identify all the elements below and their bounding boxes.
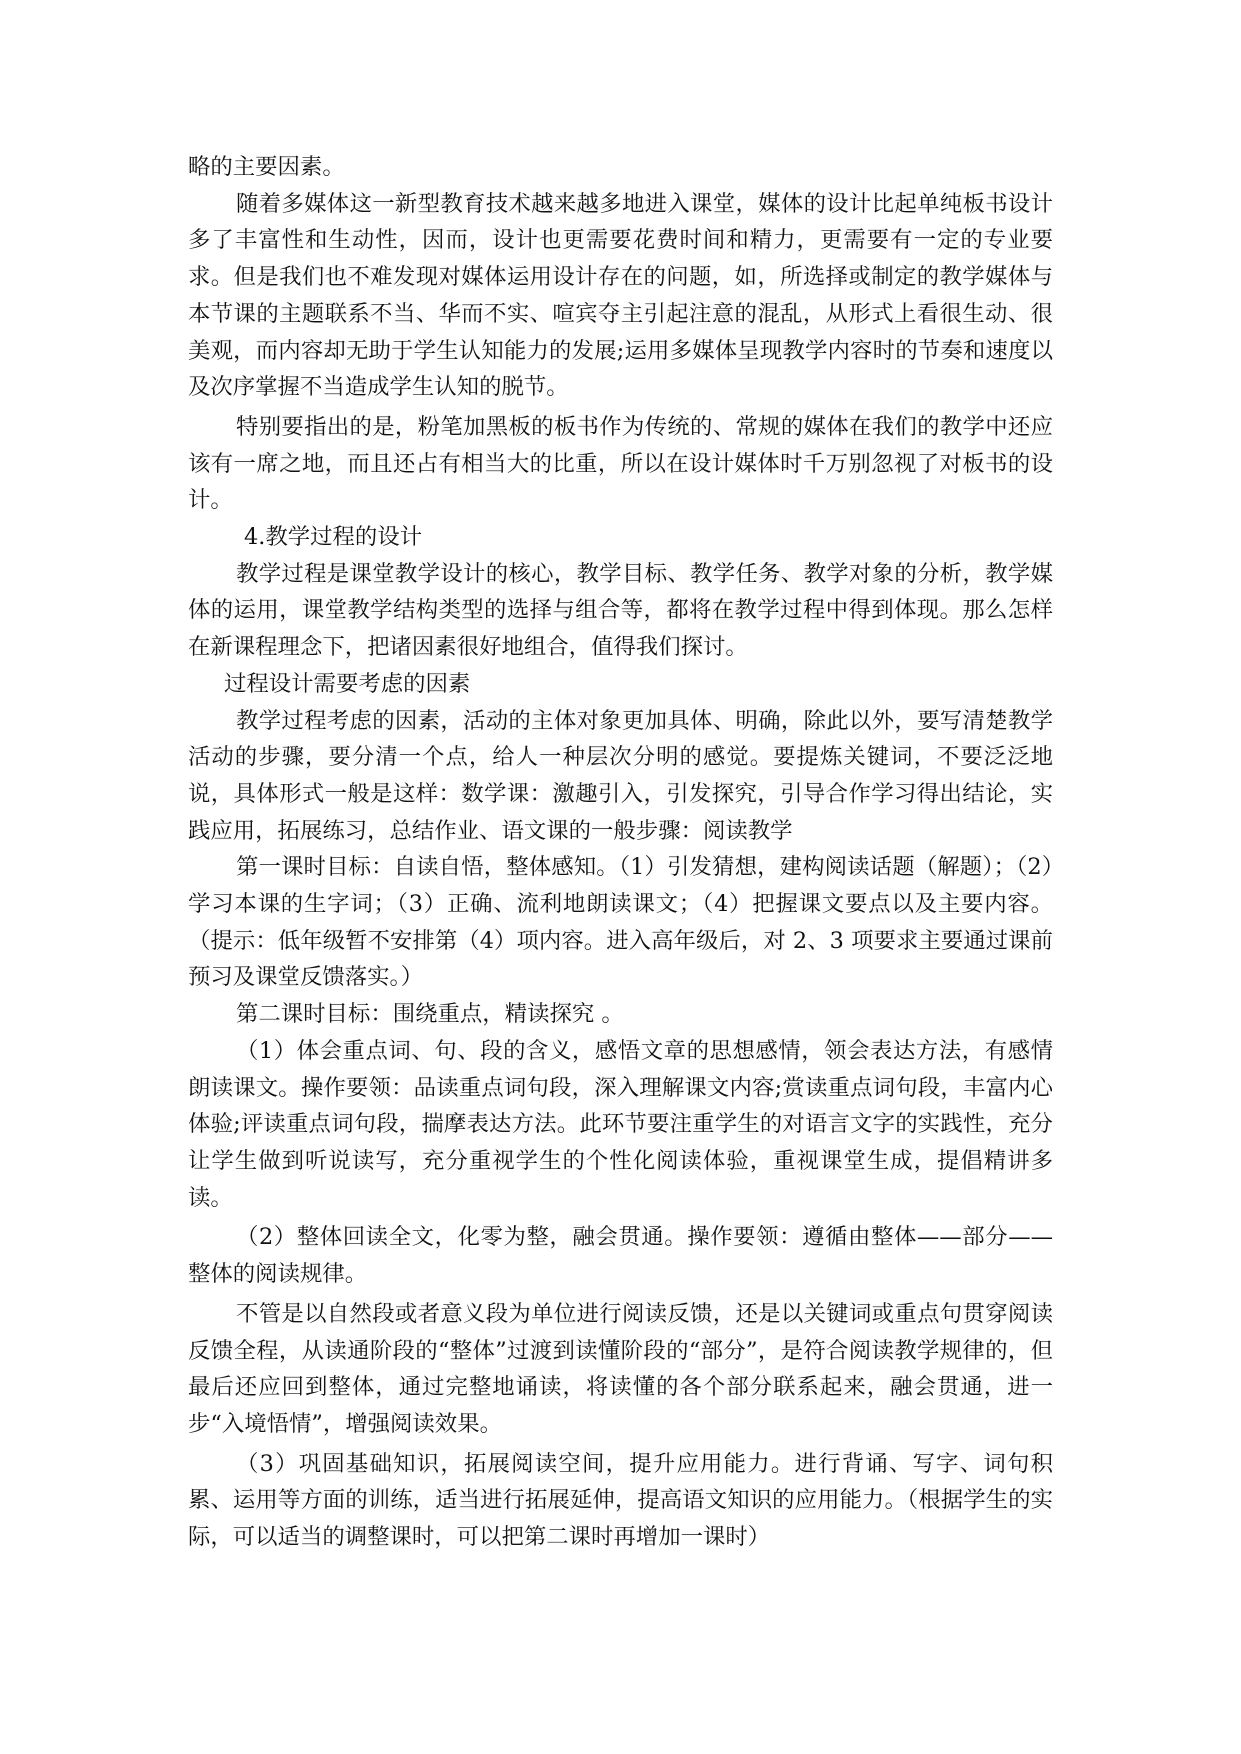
subheading-process-factors: 过程设计需要考虑的因素 [224,670,471,697]
paragraph-step-1: （1）体会重点词、句、段的含义，感悟文章的思想感情，领会表达方法，有感情朗读课文。操作要领：品读重点词句段，深入理解课文内容;赏读重点词句段，丰富内心体验;评读重点词句段，揣摩表达方法。此环节要注重学生的对语言文字的实践性，充分让学生做到听说读写，充分重视学生的个性化阅读体验，重视课堂生成，提倡精讲多读。 [188,1037,1053,1211]
paragraph-reading-feedback: 不管是以自然段或者意义段为单位进行阅读反馈，还是以关键词或重点句贯穿阅读反馈全程，从读通阶段的“整体”过渡到读懂阶段的“部分”，是符合阅读教学规律的，但最后还应回到整体，通过完整地诵读，将读懂的各个部分联系起来，融会贯通，进一步“入境悟情”，增强阅读效果。 [188,1300,1053,1437]
document-body [188,149,1053,1556]
paragraph-blackboard-design: 特别要指出的是，粉笔加黑板的板书作为传统的、常规的媒体在我们的教学中还应该有一席之地，而且还占有相当大的比重，所以在设计媒体时千万别忽视了对板书的设计。 [188,413,1053,514]
section-heading-teaching-process: 4.教学过程的设计 [244,524,423,551]
paragraph-step-2: （2）整体回读全文，化零为整，融会贯通。操作要领：遵循由整体——部分——整体的阅读规律。 [188,1224,1053,1288]
paragraph-process-factors: 教学过程考虑的因素，活动的主体对象更加具体、明确，除此以外，要写清楚教学活动的步骤，要分清一个点，给人一种层次分明的感觉。要提炼关键词，不要泛泛地说，具体形式一般是这样：数学课：激趣引入，引发探究，引导合作学习得出结论，实践应用，拓展练习，总结作业、语文课的一般步骤：阅读教学 [188,707,1053,844]
paragraph-teaching-process-core: 教学过程是课堂教学设计的核心，教学目标、教学任务、教学对象的分析，教学媒体的运用，课堂教学结构类型的选择与组合等，都将在教学过程中得到体现。那么怎样在新课程理念下，把诸因素很好地组合，值得我们探讨。 [188,560,1053,661]
paragraph-second-lesson-goals: 第二课时目标：围绕重点，精读探究 。 [236,1001,624,1028]
paragraph-step-3: （3）巩固基础知识，拓展阅读空间，提升应用能力。进行背诵、写字、词句积累、运用等方面的训练，适当进行拓展延伸，提高语文知识的应用能力。（根据学生的实际，可以适当的调整课时，可以把第二课时再增加一课时） [188,1450,1053,1551]
paragraph-continuation: 略的主要因素。 [188,154,345,180]
paragraph-multimedia-design: 随着多媒体这一新型教育技术越来越多地进入课堂，媒体的设计比起单纯板书设计多了丰富性和生动性，因而，设计也更需要花费时间和精力，更需要有一定的专业要求。但是我们也不难发现对媒体运用设计存在的问题，如，所选择或制定的教学媒体与本节课的主题联系不当、华而不实、喧宾夺主引起注意的混乱，从形式上看很生动、很美观，而内容却无助于学生认知能力的发展;运用多媒体呈现教学内容时的节奏和速度以及次序掌握不当造成学生认知的脱节。 [188,190,1053,401]
paragraph-first-lesson-goals: 第一课时目标：自读自悟，整体感知。（1）引发猜想，建构阅读话题（解题）；（2）学习本课的生字词；（3）正确、流利地朗读课文；（4）把握课文要点以及主要内容。（提示：低年级暂不安排第（4）项内容。进入高年级后，对 2、3 项要求主要通过课前预习及课堂反馈落实。） [188,854,1053,991]
